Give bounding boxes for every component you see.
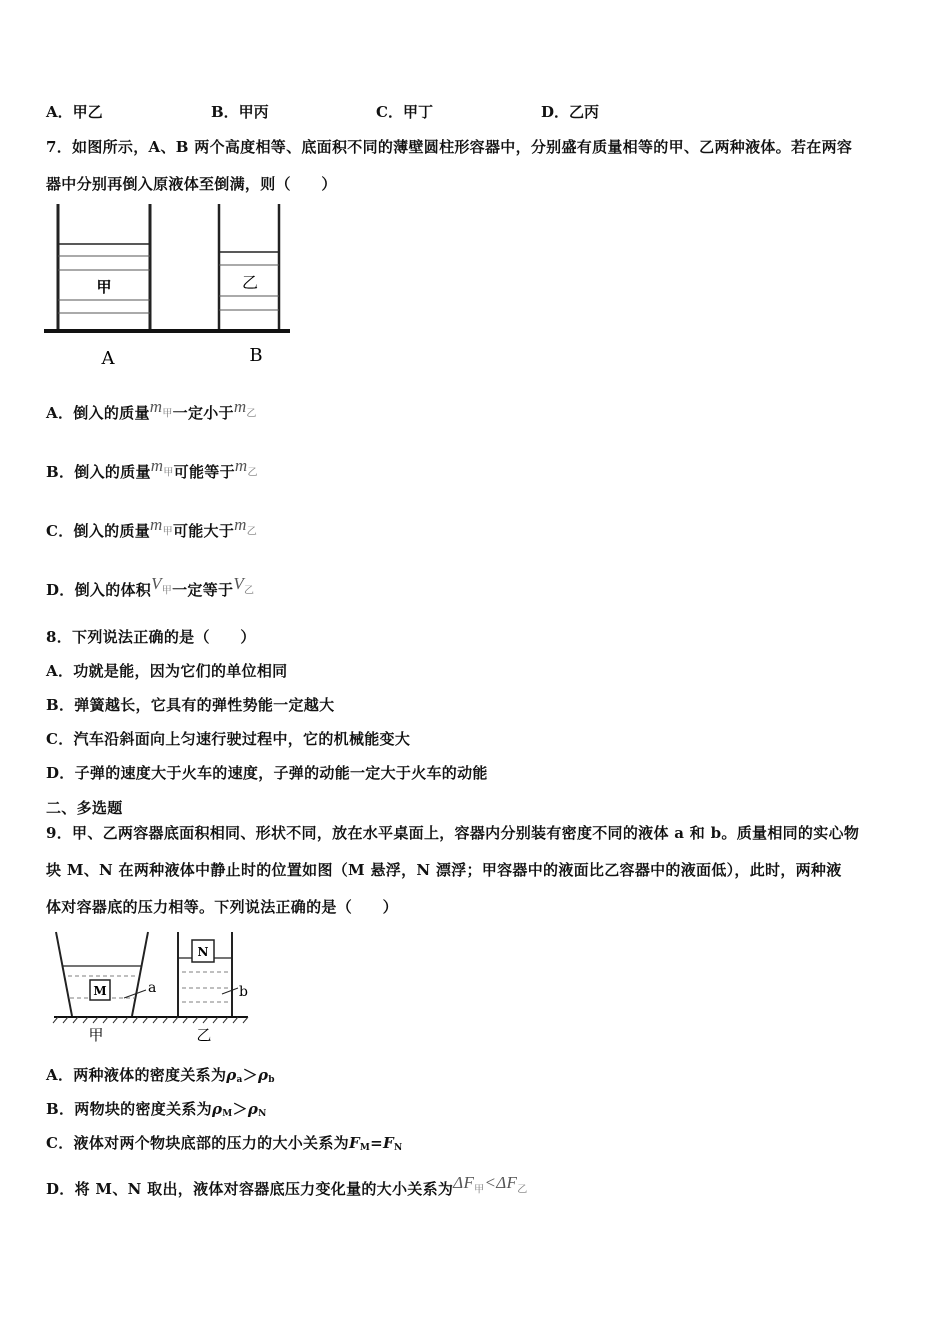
liquid-a-label: 甲 <box>96 278 112 296</box>
q8-option-a: A．功就是能，因为它们的单位相同 <box>46 662 288 680</box>
container-yi-label: 乙 <box>196 1026 212 1044</box>
liquid-b-label: b <box>239 984 248 1000</box>
q9-option-d: D．将 M、N 取出，液体对容器底压力变化量的大小关系为$\Delta F_甲<\Delta F_乙$ <box>46 1173 528 1198</box>
q8-stem: 8．下列说法正确的是（ ） <box>46 628 256 646</box>
q7-stem-line2: 器中分别再倒入原液体至倒满，则（ ） <box>46 175 337 193</box>
liquid-a-label: a <box>148 980 157 996</box>
q7-option-a: A．倒入的质量$m_甲$一定小于$m_乙$ <box>46 397 257 422</box>
q7-option-c: C．倒入的质量$m_甲$可能大于$m_乙$ <box>46 515 258 540</box>
q7-option-d: D．倒入的体积$V_甲$一定等于$V_乙$ <box>46 574 255 599</box>
block-m-label: M <box>93 984 107 998</box>
q9-option-c: C．液体对两个物块底部的压力的大小关系为$F_M=F_N$ <box>46 1134 403 1153</box>
q6-option-c: C．甲丁 <box>376 103 433 121</box>
q9-figure <box>52 928 252 1046</box>
container-b-label: B <box>249 345 263 366</box>
q8-option-b: B．弹簧越长，它具有的弹性势能一定越大 <box>46 696 335 714</box>
q9-option-a: A．两种液体的密度关系为$\rho_a>\rho_b$ <box>46 1066 275 1085</box>
q6-option-d: D．乙丙 <box>541 103 600 121</box>
q8-option-d: D．子弹的速度大于火车的速度，子弹的动能一定大于火车的动能 <box>46 764 488 782</box>
liquid-b-label: 乙 <box>241 273 259 292</box>
q7-stem-line1: 7．如图所示，A、B 两个高度相等、底面积不同的薄壁圆柱形容器中，分别盛有质量相等的甲、乙两种液体。若在两容 <box>46 138 853 156</box>
q9-stem-line3: 体对容器底的压力相等。下列说法正确的是（ ） <box>46 898 398 916</box>
q7-option-b: B．倒入的质量$m_甲$可能等于$m_乙$ <box>46 456 258 481</box>
container-jia-label: 甲 <box>88 1026 104 1044</box>
block-n-label: N <box>197 945 209 959</box>
q6-option-b: B．甲丙 <box>211 103 269 121</box>
q9-stem-line1: 9．甲、乙两容器底面积相同、形状不同，放在水平桌面上，容器内分别装有密度不同的液体 a 和 b。质量相同的实心物 <box>46 824 860 842</box>
q6-option-a: A．甲乙 <box>46 103 103 121</box>
q7-figure <box>44 200 294 370</box>
container-jia-left-wall <box>56 932 72 1016</box>
section-heading: 二、多选题 <box>46 799 123 817</box>
container-jia-right-wall <box>132 932 148 1016</box>
container-a-label: A <box>101 348 115 369</box>
q9-option-b: B．两物块的密度关系为$\rho_M>\rho_N$ <box>46 1100 267 1119</box>
liquid-b-pointer <box>222 988 238 994</box>
q9-stem-line2: 块 M、N 在两种液体中静止时的位置如图（M 悬浮，N 漂浮；甲容器中的液面比乙容器中的液面低），此时，两种液 <box>46 861 842 879</box>
q8-option-c: C．汽车沿斜面向上匀速行驶过程中，它的机械能变大 <box>46 730 411 748</box>
